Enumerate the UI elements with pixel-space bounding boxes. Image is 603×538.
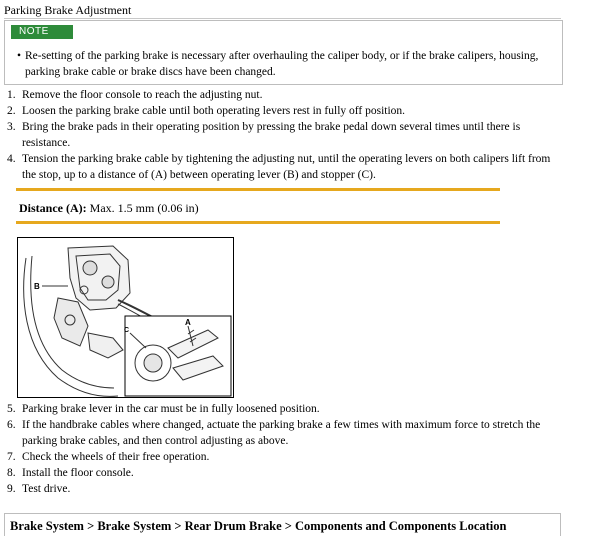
step-text: Check the wheels of their free operation.: [22, 451, 210, 463]
steps-list-first: [7, 87, 567, 183]
breadcrumb[interactable]: Brake System > Brake System > Rear Drum Brake > Components and Components Location: [4, 513, 561, 536]
step-text: Loosen the parking brake cable until both operating levers rest in fully off position.: [22, 105, 406, 117]
note-badge: NOTE: [11, 25, 73, 39]
step-item: [7, 119, 567, 151]
step-item: [7, 481, 567, 497]
step-number: 2.: [7, 105, 16, 117]
note-box: [4, 20, 563, 85]
step-item: [7, 151, 567, 183]
step-text: Parking brake lever in the car must be in fully loosened position.: [22, 403, 320, 415]
step-item: [7, 103, 567, 119]
step-item: [7, 465, 567, 481]
spec-line: [19, 201, 199, 216]
note-bullet: •: [17, 50, 22, 62]
step-item: [7, 401, 567, 417]
step-item: [7, 87, 567, 103]
step-number: 8.: [7, 467, 16, 479]
step-text: Tension the parking brake cable by tightening the adjusting nut, until the operating levers on both calipers lift from the stop, up to a distance of (A) between operating lever (B) and stopper (C).: [22, 153, 551, 181]
step-text: If the handbrake cables where changed, actuate the parking brake a few times with maximum force to stretch the parking brake cables, and then control adjusting as above.: [22, 419, 541, 447]
step-number: 5.: [7, 403, 16, 415]
step-number: 7.: [7, 451, 16, 463]
step-text: Bring the brake pads in their operating position by pressing the brake pedal down several times until there is resistance.: [22, 121, 521, 149]
steps-list-second: [7, 401, 567, 497]
step-item: [7, 449, 567, 465]
figure-label-c: C: [124, 327, 130, 334]
step-number: 4.: [7, 153, 16, 165]
section-title: Parking Brake Adjustment: [4, 2, 561, 19]
spec-box: [16, 188, 500, 224]
step-number: 6.: [7, 419, 16, 431]
step-number: 1.: [7, 89, 16, 101]
note-text-block: [17, 48, 557, 80]
note-text: Re-setting of the parking brake is necessary after overhauling the caliper body, or if the brake calipers, housing, parking brake cable or brake discs have been changed.: [25, 50, 539, 78]
brake-diagram-figure: [17, 237, 234, 398]
brake-caliper-illustration: [18, 238, 234, 398]
step-item: [7, 417, 567, 449]
figure-label-a: A: [185, 318, 191, 327]
step-text: Install the floor console.: [22, 467, 134, 479]
step-text: Test drive.: [22, 483, 71, 495]
spec-label: Distance (A):: [19, 201, 87, 215]
figure-label-b: B: [34, 282, 40, 291]
step-number: 9.: [7, 483, 16, 495]
step-number: 3.: [7, 121, 16, 133]
step-text: Remove the floor console to reach the adjusting nut.: [22, 89, 263, 101]
spec-value: Max. 1.5 mm (0.06 in): [89, 201, 199, 215]
